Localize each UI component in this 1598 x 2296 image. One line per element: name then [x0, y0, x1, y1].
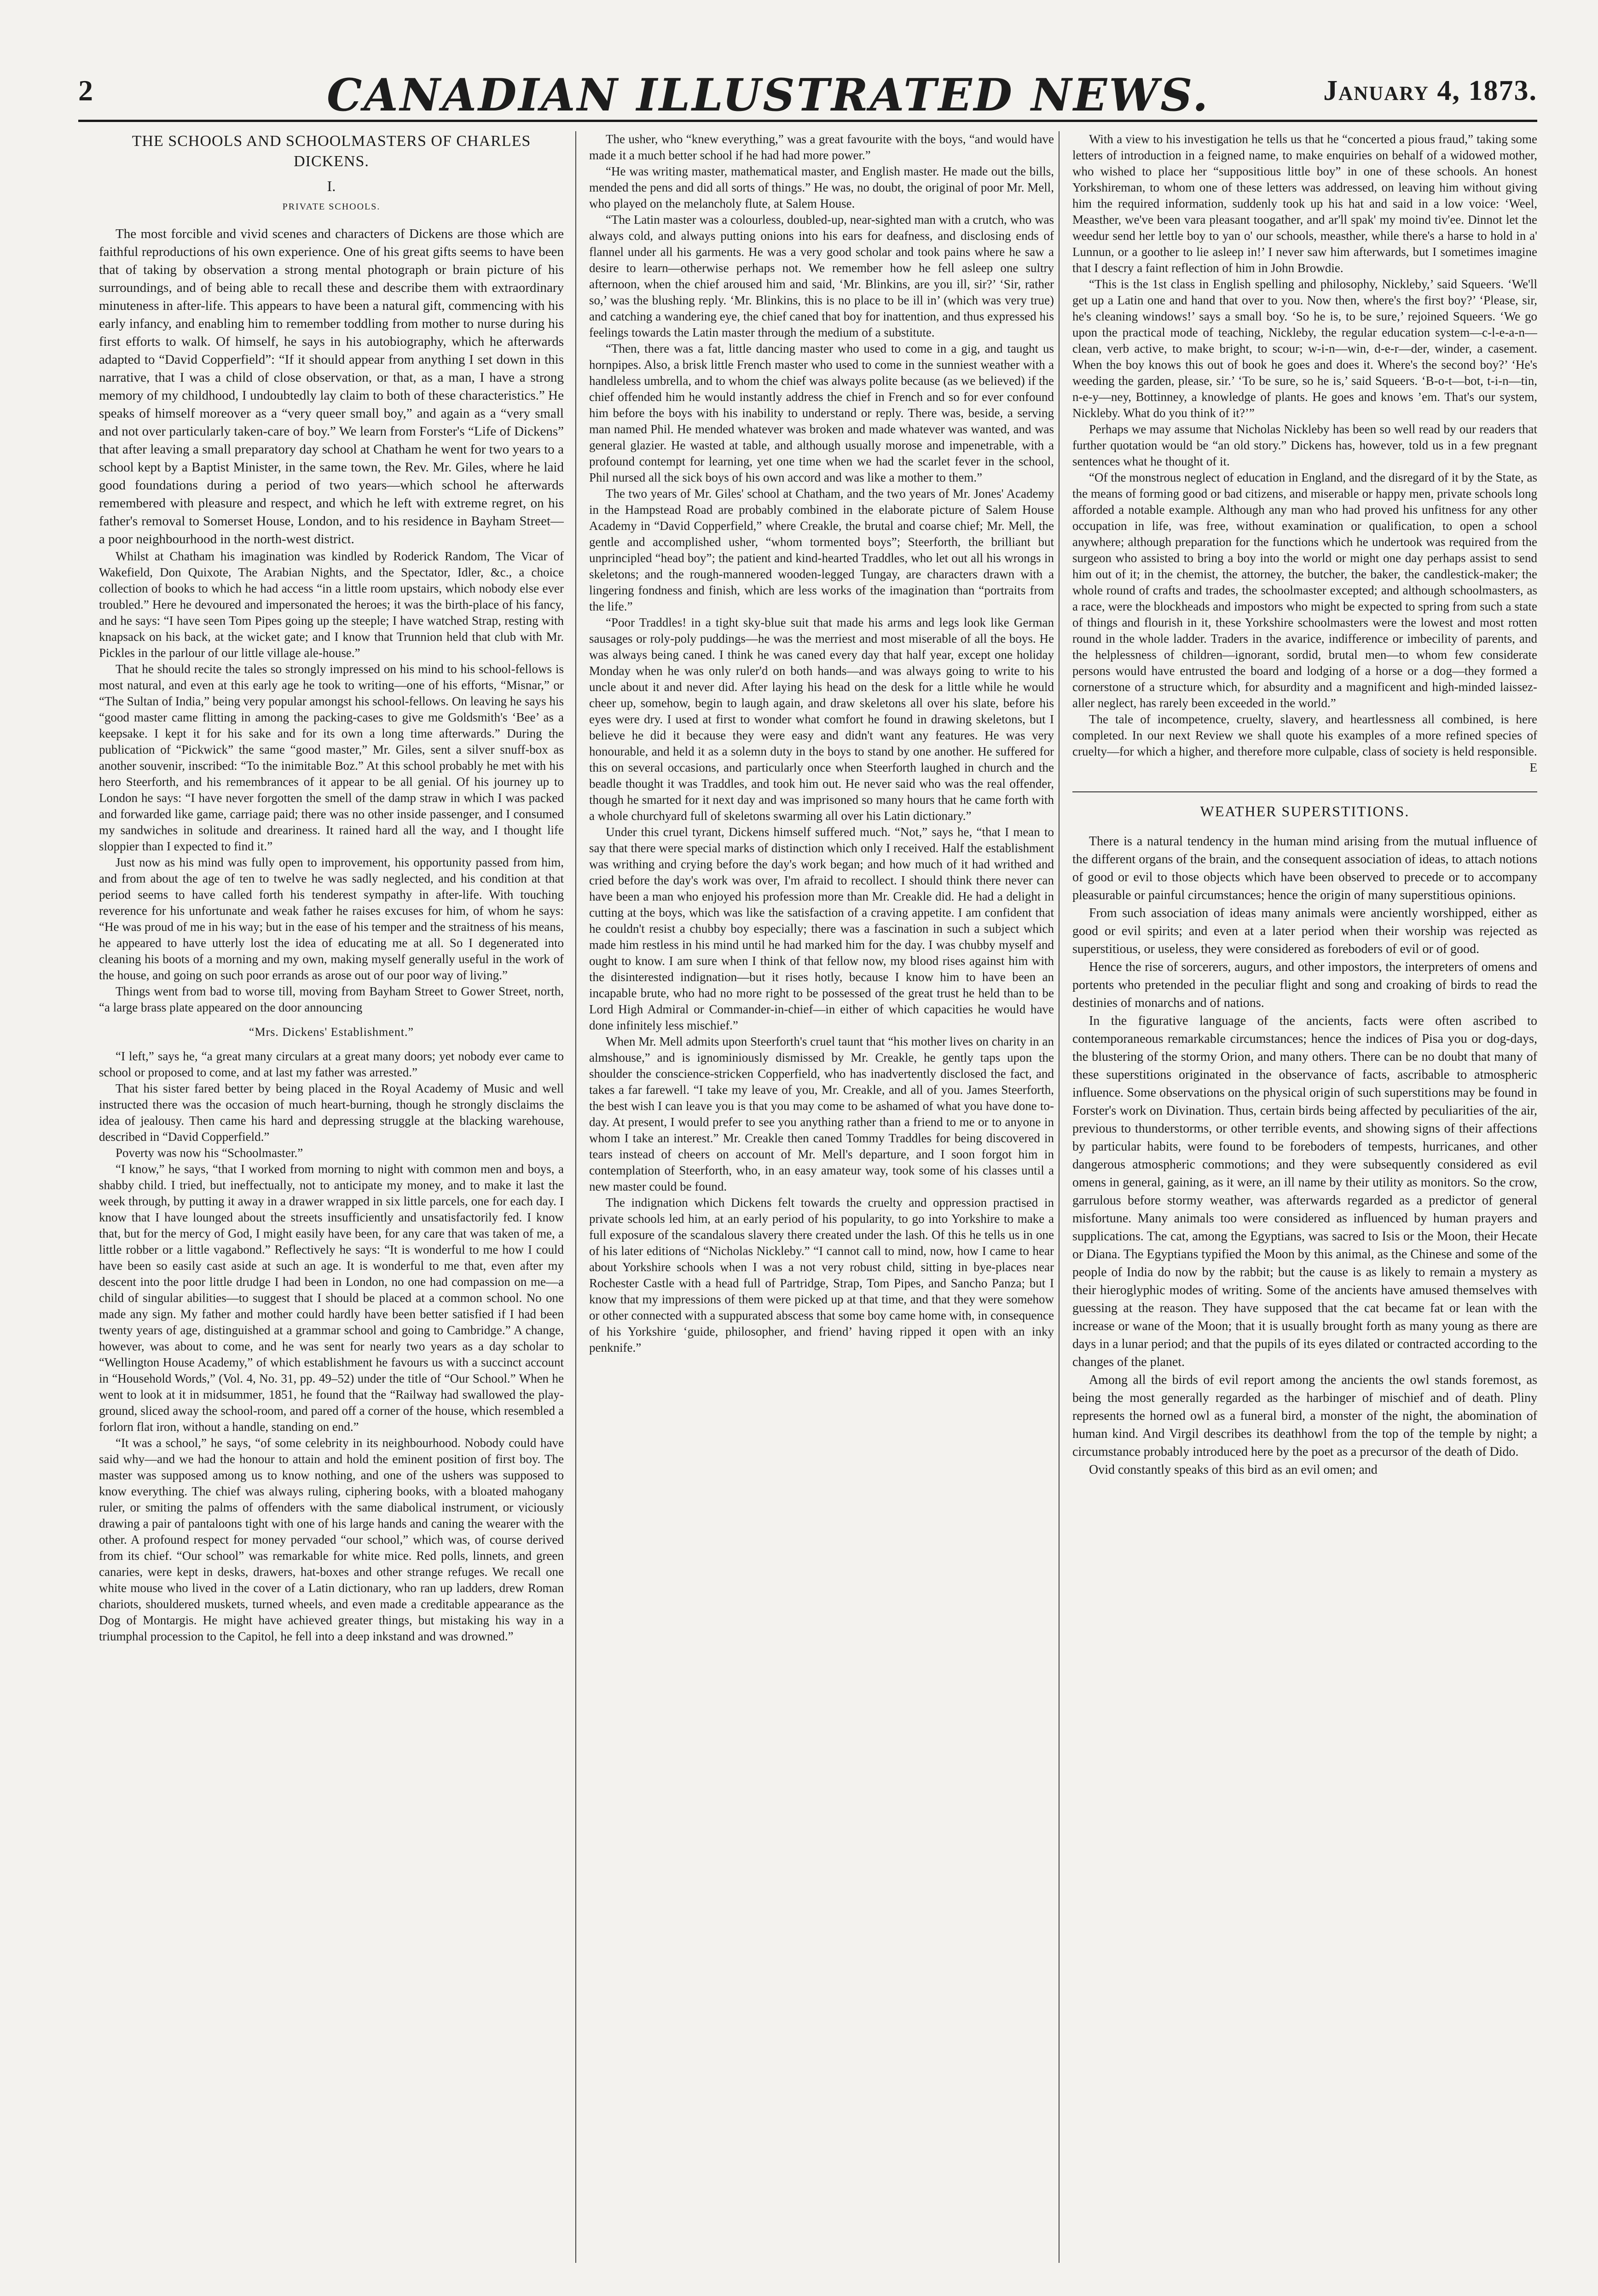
article-title: WEATHER SUPERSTITIONS.: [1200, 803, 1410, 820]
paragraph: There is a natural tendency in the human mind arising from the mutual influence of the different organs of the brain, and the consequent association of ideas, to attach notions of good or evil to those objects which have been observed to precede or to accompany pleasurable or painful circumstances; hence the origin of many superstitious opinions.: [1072, 834, 1537, 902]
article-divider: [1072, 791, 1537, 792]
inline-heading: “Mrs. Dickens' Establishment.”: [249, 1025, 414, 1039]
paragraph: When Mr. Mell admits upon Steerforth's cruel taunt that “his mother lives on charity in an almshouse,” and is ignominiously dismissed by Mr. Creakle, he gently taps upon the shoulder the conscience-stricken Copperfield, who has inadvertently disclosed the fact, and takes a far farewell. “I take my leave of you, Mr. Creakle, and all of you. James Steerforth, the best wish I can leave you is that you may come to be ashamed of what you have done to-day. At present, I would prefer to see you anything rather than a friend to me or to anyone in whom I take an interest.” Mr. Creakle then caned Tommy Traddles for being discovered in tears instead of cheers on account of Mr. Mell's departure, and I soon forgot him in contemplation of Steerforth, who, in an easy amateur way, took some of his classes until a new master could be found.: [589, 1035, 1054, 1193]
column-rule: [1059, 131, 1060, 2263]
paragraph: “Then, there was a fat, little dancing master who used to come in a gig, and taught us hornpipes. Also, a brisk little French master who used to come in the sunniest weather with a handleless umbrella, and to whom the chief was always polite because (as we believed) if the chief offended him he would instantly address the chief in French and so for ever confound him before the boys with his inability to understand or reply. There was, beside, a serving man named Phil. He mended whatever was broken and made whatever was wanted, and was general glazier. He wasted at table, and although usually morose and impenetrable, with a profound contempt for learning, yet one time when we had the scarlet fever in the school, Phil nursed all the sick boys of his own accord and was like a mother to them.”: [589, 342, 1054, 484]
issue-date: January 4, 1873.: [1323, 75, 1537, 106]
column-rule: [575, 131, 576, 2263]
paragraph: That his sister fared better by being placed in the Royal Academy of Music and well instructed there was the occasion of much heart-burning, though he strongly disclaims the idea of jealousy. Then came his hard and depressing struggle at the blacking warehouse, described in “David Copperfield.”: [99, 1081, 564, 1144]
paragraph: Just now as his mind was fully open to improvement, his opportunity passed from him, and from about the age of ten to twelve he was sadly neglected, and his condition at that period seems to have called forth his tenderest sympathy in after-life. With touching reverence for his unfortunate and weak father he raises excuses for him, of whom he says: “He was proud of me in his way; but in the ease of his temper and the straitness of his means, he appeared to have utterly lost the idea of educating me at all. So I degenerated into cleaning his boots of a morning and my own, making myself generally useful in the work of the house, and going on such poor errands as arose out of our poor way of living.”: [99, 855, 564, 982]
masthead: [78, 69, 1537, 122]
column-1: [99, 131, 564, 2267]
paragraph: In the figurative language of the ancients, facts were often ascribed to contemporaneous remarkable circumstances; hence the indices of Pisa you or dog-days, the blustering of the stormy Orion, and many others. There can be no doubt that many of these superstitions originated in the observance of facts, ascribable to atmospheric influence. Some observations on the physical origin of such superstitions may be found in Forster's work on Divination. Thus, certain birds being affected by peculiarities of the air, previous to thunderstorms, or other terrible events, and showing signs of their affections by particular habits, were found to be foreboders of tempests, hurricanes, and other dangerous atmospheric commotions; and they were subsequently considered as evil omens in general, gaining, as it were, an ill name by their utility as monitors. So the crow, garrulous before stormy weather, was afterwards regarded as a predictor of general misfortune. Many animals too were considered as influenced by human prayers and supplications. The cat, among the Egyptians, was sacred to Isis or the Moon, their Hecate or Diana. The Egyptians typified the Moon by this animal, as the Chinese and some of the people of India do now by the rabbit; but the cause is as likely to remain a mystery as their hieroglyphic modes of writing. Some of the ancients have amused themselves with guessing at the reason. They have supposed that the cat became fat or lean with the increase or wane of the Moon; that it is usually brought forth as many young as there are days in a lunar period; and that the pupils of its eyes dilated or contracted according to the changes of the planet.: [1072, 1014, 1537, 1369]
paragraph: “It was a school,” he says, “of some celebrity in its neighbourhood. Nobody could have said why—and we had the honour to attain and hold the eminent position of first boy. The master was supposed among us to know nothing, and one of the ushers was supposed to know everything. The chief was always ruling, ciphering books, with a bloated mahogany ruler, or smiting the palms of offenders with the same diabolical instrument, or viciously drawing a pair of pantaloons tight with one of his large hands and caning the wearer with the other. A profound respect for money pervaded “our school,” which was, of course derived from its chief. “Our school” was remarkable for white mice. Red polls, linnets, and green canaries, were kept in desks, drawers, hat-boxes and other strange refuges. We recall one white mouse who lived in the cover of a Latin dictionary, who ran up ladders, drew Roman chariots, shouldered muskets, turned wheels, and even made a creditable appearance as the Dog of Montargis. He might have achieved greater things, but mistaking his way in a triumphal procession to the Capitol, he fell into a deep inkstand and was drowned.”: [99, 1436, 564, 1643]
paragraph: “I left,” says he, “a great many circulars at a great many doors; yet nobody ever came to school or proposed to come, and at last my father was arrested.”: [99, 1049, 564, 1079]
paragraph: “I know,” he says, “that I worked from morning to night with common men and boys, a shabby child. I tried, but ineffectually, not to anticipate my money, and to make it last the week through, by putting it away in a drawer wrapped in six little parcels, one for each day. I know that I have lounged about the streets insufficiently and unsatisfactorily fed. I know that, but for the mercy of God, I might easily have been, for any care that was taken of me, a little robber or a little vagabond.” Reflectively he says: “It is wonderful to me how I could have been so easily cast aside at such an age. It is wonderful to me that, even after my descent into the poor little drudge I had been in London, no one had compassion on me—a child of singular abilities—to suggest that I should be placed at a common school. No one made any sign. My father and mother could hardly have been better satisfied if I had been twenty years of age, distinguished at a grammar school and going to Cambridge.” A change, however, was about to come, and he was sent for nearly two years as a day scholar to “Wellington House Academy,” of which establishment he favours us with a succinct account in “Household Words,” (Vol. 4, No. 31, pp. 49–52) under the title of “Our School.” When he went to look at it in midsummer, 1851, he found that the “Railway had swallowed the play-ground, sliced away the school-room, and pared off a corner of the house, which resembled a forlorn flat iron, without a handle, standing on end.”: [99, 1162, 564, 1434]
newspaper-title: CANADIAN ILLUSTRATED NEWS.: [327, 69, 1210, 121]
column-3: [1072, 131, 1537, 2267]
author-initial: E: [1529, 761, 1537, 774]
article-part-number: I.: [327, 178, 336, 194]
paragraph: Poverty was now his “Schoolmaster.”: [116, 1146, 303, 1160]
paragraph: The two years of Mr. Giles' school at Chatham, and the two years of Mr. Jones' Academy in the Hampstead Road are probably combined in the elaborate picture of Salem House Academy in “David Copperfield,” where Creakle, the brutal and coarse chief; Mr. Mell, the gentle and accomplished usher, “whom tormented boys”; Steerforth, the brilliant but unprincipled “head boy”; the patient and kind-hearted Traddles, who let out all his wrongs in skeletons; and the rough-mannered wooden-legged Tungay, are characters drawn with a lingering fondness and finish, which are less works of the imagination than “portraits from the life.”: [589, 487, 1054, 613]
paragraph: “Poor Traddles! in a tight sky-blue suit that made his arms and legs look like German sausages or roly-poly puddings—he was the merriest and most miserable of all the boys. He was always being caned. I think he was caned every day that half year, except one holiday Monday when he was only ruler'd on both hands—and was always going to write to his uncle about it and never did. After laying his head on the desk for a little while he would cheer up, somehow, begin to laugh again, and draw skeletons all over his slate, before his eyes were dry. I used at first to wonder what comfort he found in drawing skeletons, but I believe he did it because they were easy and didn't want any features. He was very honourable, and held it as a solemn duty in the boys to stand by one another. He suffered for this on several occasions, and particularly once when Steerforth laughed in church and the beadle thought it was Traddles, and took him out. He never said who was the real offender, though he smarted for it next day and was imprisoned so many hours that he came forth with a whole churchyard full of skeletons swarming all over his Latin dictionary.”: [589, 616, 1054, 823]
section-heading: PRIVATE SCHOOLS.: [282, 202, 381, 212]
paragraph: The most forcible and vivid scenes and characters of Dickens are those which are faithful reproductions of his own experience. One of his great gifts seems to have been that of taking by observation a strong mental photograph or brain picture of his surroundings, and of being able to recall these and describe them with extraordinary minuteness in after-life. This appears to have been a natural gift, commencing with his early infancy, and enabling him to remember toddling from mother to nurse during his first efforts to walk. Of himself, he says in his autobiography, which he afterwards adapted to “David Copperfield”: “If it should appear from anything I set down in this narrative, that I was a child of close observation, or that, as a man, I have a strong memory of my childhood, I undoubtedly lay claim to both of these characteristics.” He speaks of himself moreover as a “very queer small boy,” and again as a “very small and not over particularly taken-care of boy.” We learn from Forster's “Life of Dickens” that after leaving a small preparatory day school at Chatham he went for two years to a school kept by a Baptist Minister, in the same town, the Rev. Mr. Giles, where he laid good foundations during a period of two years—which school he afterwards remembered with pleasure and respect, and which he left with extreme regret, on his father's removal to Somerset House, London, and to his residence in Bayham Street—a poor neighbourhood in the north-west district.: [99, 227, 564, 546]
paragraph: Among all the birds of evil report among the ancients the owl stands foremost, as being the most generally regarded as the harbinger of mischief and of death. Pliny represents the horned owl as a funeral bird, a monster of the night, the abomination of human kind. And Virgil describes its deathhowl from the top of the temple by night; a circumstance probably introduced here by the poet as a precursor of the death of Dido.: [1072, 1373, 1537, 1459]
paragraph: Ovid constantly speaks of this bird as an evil omen; and: [1089, 1463, 1378, 1477]
paragraph: The usher, who “knew everything,” was a great favourite with the boys, “and would have made it a much better school if he had had more power.”: [589, 132, 1054, 162]
paragraph: Whilst at Chatham his imagination was kindled by Roderick Random, The Vicar of Wakefield, Don Quixote, The Arabian Nights, and the Spectator, Idler, &c., a choice collection of books to which he had access “in a little room upstairs, which nobody else ever troubled.” Here he devoured and impersonated the heroes; it was the birth-place of his fancy, and he says: “I have seen Tom Pipes going up the steeple; I have watched Strap, resting with knapsack on his back, at the wicket gate; and I know that Trunnion held that club with Mr. Pickles in the parlour of our little village ale-house.”: [99, 549, 564, 660]
column-2: [589, 131, 1054, 2267]
paragraph: Perhaps we may assume that Nicholas Nickleby has been so well read by our readers that further quotation would be “an old story.” Dickens has, however, told us in a few pregnant sentences what he thought of it.: [1072, 422, 1537, 468]
paragraph: The tale of incompetence, cruelty, slavery, and heartlessness all combined, is here completed. In our next Review we shall quote his examples of a more refined species of cruelty—for which a higher, and therefore more culpable, class of society is held responsible.: [1072, 712, 1537, 758]
paragraph: That he should recite the tales so strongly impressed on his mind to his school-fellows is most natural, and even at this early age he took to writing—one of his efforts, “Misnar,” or “The Sultan of India,” being very popular amongst his school-fellows. On leaving he says his “good master came flitting in among the packing-cases to give me Goldsmith's ‘Bee’ as a keepsake. I kept it for his sake and for its own a long time afterwards.” During the publication of “Pickwick” the same “good master,” Mr. Giles, sent a silver snuff-box as another souvenir, inscribed: “To the inimitable Boz.” At this school probably he met with his hero Steerforth, and his remembrances of it appear to be all genial. Of his journey up to London he says: “I have never forgotten the smell of the damp straw in which I was packed and forwarded like game, carriage paid; there was no other inside passenger, and I consumed my sandwiches in solitude and dreariness. It rained hard all the way, and I thought life sloppier than I expected to find it.”: [99, 662, 564, 853]
paragraph: “The Latin master was a colourless, doubled-up, near-sighted man with a crutch, who was always cold, and always putting onions into his ears for deafness, and disclosing ends of flannel under all his garments. He was a very good scholar and took pains where he saw a desire to learn—otherwise perhaps not. We remember how he fell asleep one sultry afternoon, when the chief aroused him and said, ‘Mr. Blinkins, are you ill, sir?’ ‘Sir, rather so,’ was the blushing reply. ‘Mr. Blinkins, this is no place to be ill in’ (which was very true) and catching a wandering eye, the chief caned that boy for inattention, and thus expressed his feelings towards the Latin master through the medium of a substitute.: [589, 213, 1054, 339]
article-title: THE SCHOOLS AND SCHOOLMASTERS OF CHARLES DICKENS.: [132, 133, 531, 170]
paragraph: With a view to his investigation he tells us that he “concerted a pious fraud,” taking some letters of introduction in a feigned name, to make enquiries on behalf of a widowed mother, who wished to place her “suppositious little boy” in one of these schools. An honest Yorkshireman, to whom one of these letters was addressed, on leaving him without giving him the required information, suddenly took up his hat and said in a low voice: ‘Weel, Measther, we've been vara pleasant toogather, and ar'll spak' my moind tiv'ee. Dinnot let the weedur send her lettle boy to yan o' our schools, measther, while there's a harse to hold in a' Lunnun, or a goother to lie asleep in!’ I never saw him afterwards, but I sometimes imagine that I descry a faint reflection of him in John Browdie.: [1072, 132, 1537, 275]
paragraph: Hence the rise of sorcerers, augurs, and other impostors, the interpreters of omens and portents who pretended in the peculiar flight and song and croaking of birds to read the destinies of monarchs and of nations.: [1072, 960, 1537, 1010]
page-number: 2: [78, 74, 93, 107]
paragraph: From such association of ideas many animals were anciently worshipped, either as good or evil spirits; and even at a later period when their worship was rejected as superstitious, or useless, they were considered as foreboders of evil or of good.: [1072, 906, 1537, 956]
paragraph: “Of the monstrous neglect of education in England, and the disregard of it by the State, as the means of forming good or bad citizens, and miserable or happy men, private schools long afforded a notable example. Although any man who had proved his unfitness for any other occupation in life, was free, without examination or qualification, to open a school anywhere; although preparation for the functions which he undertook was required from the surgeon who assisted to bring a boy into the world or might one day perhaps assist to send him out of it; in the chemist, the attorney, the butcher, the baker, the candlestick-maker; the whole round of crafts and trades, the schoolmaster excepted; and although schoolmasters, as a race, were the blockheads and impostors who might be expected to spring from such a state of things and flourish in it, these Yorkshire schoolmasters were the lowest and most rotten round in the whole ladder. Traders in the avarice, indifference or imbecility of parents, and the helplessness of children—ignorant, sordid, brutal men—to whom few considerate persons would have entrusted the board and lodging of a horse or a dog—they formed a cornerstone of a structure which, for absurdity and a magnificent and high-minded laissez-aller neglect, has rarely been exceeded in the world.”: [1072, 471, 1537, 710]
weather-article: [1072, 803, 1537, 1479]
paragraph: “He was writing master, mathematical master, and English master. He made out the bills, mended the pens and did all sorts of things.” He was, no doubt, the original of poor Mr. Mell, who played on the melancholy flute, at Salem House.: [589, 164, 1054, 210]
paragraph: Things went from bad to worse till, moving from Bayham Street to Gower Street, north, “a large brass plate appeared on the door announcing: [99, 984, 564, 1014]
paragraph: “This is the 1st class in English spelling and philosophy, Nickleby,’ said Squeers. ‘We'll get up a Latin one and hand that over to you. Now then, where's the first boy?’ ‘Please, sir, he's cleaning windows!’ says a small boy. ‘So he is, to be sure,’ rejoined Squeers. ‘We go upon the practical mode of teaching, Nickleby, the regular education system—c-l-e-a-n—clean, verb active, to make bright, to scour; w-i-n—win, d-e-r—der, winder, a casement. When the boy knows this out of book he goes and does it. Where's the second boy?’ ‘He's weeding the garden, please, sir.’ ‘To be sure, so he is,’ said Squeers. ‘B-o-t—bot, t-i-n—tin, n-e-y—ney, Bottinney, a knowledge of plants. He goes and knows ’em. That's our system, Nickleby. What do you think of it?’”: [1072, 277, 1537, 420]
paragraph: Under this cruel tyrant, Dickens himself suffered much. “Not,” says he, “that I mean to say that there were special marks of distinction which only I received. Half the establishment was writhing and crying before the day's work began; and how much of it had writhed and cried before the day's work was over, I'm afraid to recollect. I should think there never can have been a man who enjoyed his profession more than Mr. Creakle did. He had a delight in cutting at the boys, which was like the satisfaction of a craving appetite. I am confident that he couldn't resist a chubby boy especially; there was a fascination in such a subject which made him restless in his mind until he had marked him for the day. I was chubby myself and ought to know. I am sure when I think of that fellow now, my blood rises against him with the disinterested indignation—but it rises hotly, because I know him to have been an incapable brute, who had no more right to be possessed of the great trust he held than to be Lord High Admiral or Commander-in-chief—in either of which capacities he would have done infinitely less mischief.”: [589, 825, 1054, 1032]
paragraph: The indignation which Dickens felt towards the cruelty and oppression practised in private schools led him, at an early period of his popularity, to go into Yorkshire to make a full exposure of the scandalous slavery there created under the lash. Of this he tells us in one of his later editions of “Nicholas Nickleby.” “I cannot call to mind, now, how I came to hear about Yorkshire schools when I was a not very robust child, sitting in bye-places near Rochester Castle with a head full of Partridge, Strap, Tom Pipes, and Sancho Panza; but I know that my impressions of them were picked up at that time, and that they were somehow or other connected with a suppurated abscess that some boy came home with, in consequence of his Yorkshire ‘guide, philosopher, and friend’ having ripped it open with an inky penknife.”: [589, 1196, 1054, 1354]
